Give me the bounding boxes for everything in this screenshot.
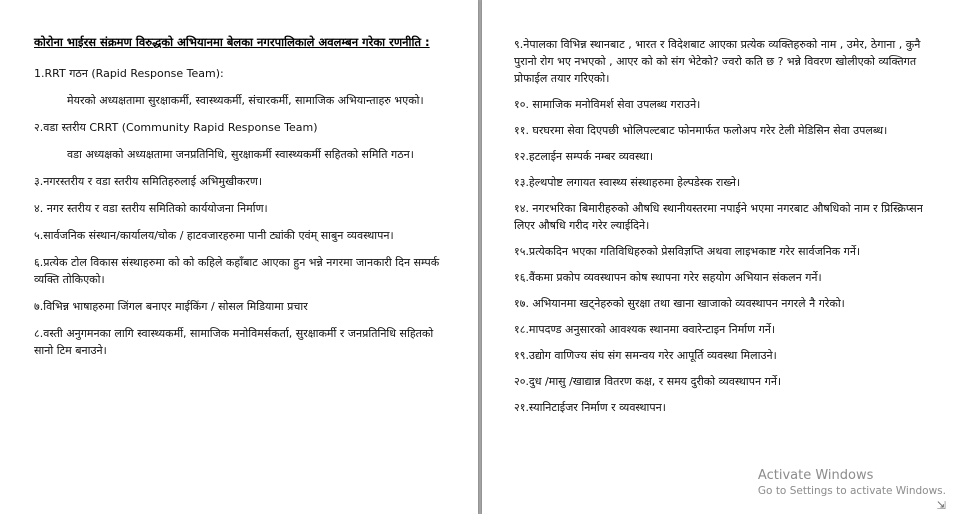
list-item: ११. घरघरमा सेवा दिएपछी भोलिपल्टबाट फोनमार्फत फलोअप गरेर टेली मेडिसिन सेवा उपलब्ध।	[514, 124, 888, 137]
list-item: १३.हेल्थपोष्ट लगायत स्वास्थ्य संस्थाहरुमा हेल्पडेस्क राख्ने।	[514, 176, 741, 189]
list-item: १०. सामाजिक मनोविमर्श सेवा उपलब्ध गराउने।	[514, 98, 701, 111]
list-item: ६.प्रत्येक टोल विकास संस्थाहरुमा को को कहिले कहाँबाट आएका हुन भन्ने नगरमा जानकारी दिन सम्पर्क व्यक्ति तोकिएको।	[34, 256, 440, 286]
list-item: ३.नगरस्तरीय र वडा स्तरीय समितिहरुलाई अभिमुखीकरण।	[34, 175, 262, 188]
list-item: १९.उद्योग वाणिज्य संघ संग समन्वय गरेर आपूर्ति व्यवस्था मिलाउने।	[514, 349, 777, 362]
list-item: २०.दुध /मासु /खाद्यान्न वितरण कक्ष, र समय दुरीको व्यवस्थापन गर्ने।	[514, 375, 782, 388]
list-item: ८.वस्ती अनुगमनका लागि स्वास्थ्यकर्मी, सामाजिक मनोविमर्सकर्ता, सुरक्षाकर्मी र जनप्रतिनिधि सहितको सानो टिम बनाउने।	[34, 327, 434, 357]
document-title: कोरोना भाईरस संक्रमण विरुद्धको अभियानमा बेलका नगरपालिकाले अवलम्बन गरेका रणनीति :	[34, 35, 430, 49]
list-item: १२.हटलाईन सम्पर्क नम्बर व्यवस्था।	[514, 150, 654, 163]
list-item: ४. नगर स्तरीय र वडा स्तरीय समितिको कार्ययोजना निर्माण।	[34, 202, 268, 215]
list-item: १६.वैंकमा प्रकोप व्यवस्थापन कोष स्थापना गरेर सहयोग अभियान संकलन गर्ने।	[514, 271, 822, 284]
document-page-left	[0, 0, 478, 514]
list-item: १५.प्रत्येकदिन भएका गतिविधिहरुको प्रेसविज्ञप्ति अथवा लाइभकाष्ट गरेर सार्वजनिक गर्ने।	[514, 245, 861, 258]
list-item: 1.RRT गठन (Rapid Response Team):	[34, 67, 224, 80]
list-item: १४. नगरभरिका बिमारीहरुको औषधि स्थानीयस्तरमा नपाईने भएमा नगरबाट औषधिको नाम र प्रिस्क्रिप्सन लिएर औषधि गरीद गरेर ल्याईदिने।	[514, 202, 923, 232]
list-item-detail: मेयरको अध्यक्षतामा सुरक्षाकर्मी, स्वास्थ्यकर्मी, संचारकर्मी, सामाजिक अभियान्ताहरु भएको।	[67, 94, 424, 107]
list-item: १७. अभियानमा खट्नेहरुको सुरक्षा तथा खाना खाजाको व्यवस्थापन नगरले नै गरेको।	[514, 297, 845, 310]
list-item-detail: वडा अध्यक्षको अध्यक्षतामा जनप्रतिनिधि, सुरक्षाकर्मी स्वास्थ्यकर्मी सहितको समिति गठन।	[67, 148, 414, 161]
list-item: २१.स्यानिटाईजर निर्माण र व्यवस्थापन।	[514, 401, 666, 414]
list-item: १८.मापदण्ड अनुसारको आवश्यक स्थानमा क्वारेन्टाइन निर्माण गर्ने।	[514, 323, 776, 336]
list-item: ९.नेपालका विभिन्न स्थानबाट , भारत र विदेशबाट आएका प्रत्येक व्यक्तिहरुको नाम , उमेर, ठेगाना , कुनै पुरानो रोग भए नभएको , आएर को को संग भेटेको? ज्वरो कति छ ? भन्ने विवरण खोलीएको व्यक्तिगत प्रोफाईल तयार गरिएको।	[514, 38, 921, 85]
list-item: ७.विभिन्न भाषाहरुमा जिंगल बनाएर माईकिंग / सोसल मिडियामा प्रचार	[34, 300, 308, 313]
watermark-title: Activate Windows	[757, 468, 874, 483]
document-page-right	[482, 0, 960, 514]
resize-arrows-icon: ⇲	[936, 499, 946, 512]
watermark-subtitle: Go to Settings to activate Windows.	[757, 485, 946, 497]
list-item: ५.सार्वजनिक संस्थान/कार्यालय/चोक / हाटवजारहरुमा पानी ट्यांकी एवंम् साबुन व्यवस्थापन।	[34, 229, 394, 242]
list-item: २.वडा स्तरीय CRRT (Community Rapid Response Team)	[34, 121, 318, 134]
activate-windows-watermark	[758, 468, 946, 498]
